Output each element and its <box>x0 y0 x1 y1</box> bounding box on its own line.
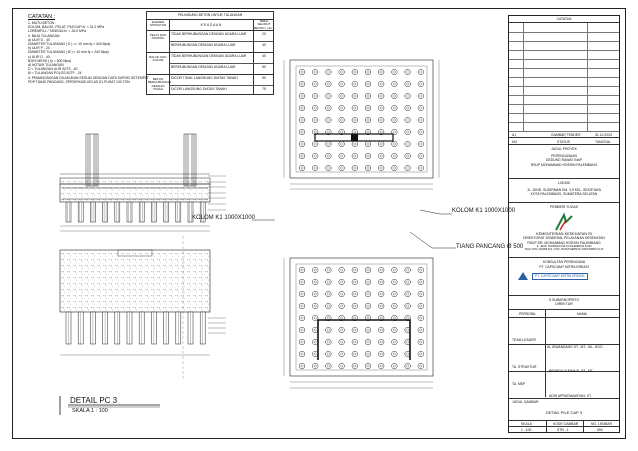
pile-hole <box>312 81 318 87</box>
pile-hole <box>405 153 411 159</box>
notes-line: PDP TIANG PANCANG, SPESIFIKASI KELAS K1 PUSAT 100 TON <box>28 79 130 84</box>
pile-hole <box>405 81 411 87</box>
cover-row-value: 50 <box>262 65 266 69</box>
pile-hole <box>378 117 384 123</box>
pile-hole <box>299 267 305 273</box>
tb-staff-1-role: TEAM LEADER <box>512 338 536 342</box>
tb-staff-2 <box>509 345 619 372</box>
pile-cap-body <box>60 250 210 312</box>
pile-hole <box>352 105 358 111</box>
pile-hole <box>312 165 318 171</box>
pile-hole <box>418 105 424 111</box>
pile-hole <box>378 105 384 111</box>
cover-h-element: ELEMEN STRUKTUR <box>149 20 167 28</box>
cover-row-value: 20 <box>262 32 266 36</box>
pile-hole <box>352 351 358 357</box>
cover-row-value: 75 <box>262 87 266 91</box>
notes-line: 2. BAJA TULANGAN <box>28 33 60 38</box>
pile-hole <box>352 327 358 333</box>
tb-staff-header <box>509 310 619 318</box>
tb-consultant-name: PT. CAPSCAMY MITRA KREASI <box>539 265 589 270</box>
cover-row-condition: TIDAK BERHUBUNGAN DENGAN UDARA LUAR <box>171 54 247 58</box>
tb-drawing-title <box>509 399 619 421</box>
tb-consultant <box>509 258 619 296</box>
pile-hole <box>339 339 345 345</box>
pile-hole <box>312 291 318 297</box>
pile-hole <box>392 165 398 171</box>
tb-location-line-1: JL. JEND. SUDIRMAN KM. 3,5 KEL. SEKIPJAYA <box>526 188 602 193</box>
pile-hole <box>392 105 398 111</box>
pile-hole <box>405 141 411 147</box>
pile-hole <box>418 153 424 159</box>
pile-hole <box>392 69 398 75</box>
pile-hole <box>326 105 332 111</box>
pile <box>151 202 156 222</box>
tb-rev-header <box>509 138 619 145</box>
pile-hole <box>418 81 424 87</box>
pile-hole <box>405 117 411 123</box>
pile-hole <box>299 327 305 333</box>
pile-hole <box>339 117 345 123</box>
pile-hole <box>365 141 371 147</box>
tb-rev-h-no: NO <box>512 139 518 144</box>
pile-hole <box>392 327 398 333</box>
pile <box>127 202 132 222</box>
pile-hole <box>352 141 358 147</box>
pile-hole <box>339 327 345 333</box>
notes-line: D = TULANGAN ULIR BJTS - 40 <box>28 67 78 72</box>
pile-hole <box>418 69 424 75</box>
notes-heading: CATATAN : <box>28 14 56 20</box>
pile-hole <box>418 327 424 333</box>
pile-hole <box>339 279 345 285</box>
pile-hole <box>405 291 411 297</box>
cover-row-value: 40 <box>262 54 266 58</box>
pile-holes-top <box>299 69 423 171</box>
pile-hole <box>365 279 371 285</box>
pile-hole <box>418 315 424 321</box>
tb-footer-h-scale: SKALA <box>521 422 532 426</box>
pile-hole <box>312 69 318 75</box>
pile-hole <box>365 351 371 357</box>
tb-footer-scale: 1 : 100 <box>521 428 532 432</box>
pile-hole <box>418 351 424 357</box>
tb-owner-line-3: RSUP DR. MOHAMMAD HOESIN PALEMBANG <box>527 240 601 245</box>
pile <box>66 202 71 222</box>
pile-hole <box>299 279 305 285</box>
pile-hole <box>339 267 345 273</box>
pile-hole <box>352 69 358 75</box>
pile <box>90 202 95 222</box>
tb-rev-row <box>509 131 619 138</box>
pile <box>78 202 83 222</box>
pile-hole <box>378 93 384 99</box>
pile-hole <box>418 291 424 297</box>
pile-hole <box>326 303 332 309</box>
tb-staff-3-name: ADHI APRATAMASYAH, ST <box>549 394 592 398</box>
pile-hole <box>312 153 318 159</box>
pile-hole <box>339 93 345 99</box>
pile-hole <box>392 363 398 369</box>
pile-hole <box>365 267 371 273</box>
notes-line: BJKS MESH ( fy = 500 Mpa) <box>28 58 72 63</box>
pile <box>115 202 120 222</box>
tb-owner-line-5: TELP. (0711) 354088 FAX. (0711) 351318 WEBSITE: WWW.RSMH.CO.ID <box>524 247 604 251</box>
tb-rev-h-date: TANGGAL <box>595 139 611 144</box>
pile-group-top <box>66 202 205 222</box>
pile-hole <box>352 165 358 171</box>
cover-row-element: PELAT DAN DINDING <box>149 33 167 41</box>
pile-hole <box>326 327 332 333</box>
pile-hole <box>352 93 358 99</box>
tb-staff-2-role: TA. STRUKTUR <box>512 365 537 369</box>
pile <box>139 202 144 222</box>
pile-hole <box>392 279 398 285</box>
tb-owner-label: PEMBERI TUGAS <box>550 205 578 209</box>
pile-hole <box>418 279 424 285</box>
pile-hole <box>326 141 332 147</box>
cover-h-thickness: TEBAL SELIMUT BETON ( mm ) <box>254 19 274 30</box>
pile-hole <box>418 129 424 135</box>
pile-hole <box>352 303 358 309</box>
pile-hole <box>418 117 424 123</box>
pile-hole <box>392 267 398 273</box>
tb-rev-status: GAMBAR TENDER <box>551 132 581 137</box>
tb-location-label: LOKASI <box>557 181 571 185</box>
pile <box>164 202 169 222</box>
pile-hole <box>312 279 318 285</box>
tb-staff-3 <box>509 372 619 399</box>
pile <box>176 202 181 222</box>
pile-hole <box>378 351 384 357</box>
pile-hole <box>392 117 398 123</box>
pile-hole <box>312 267 318 273</box>
notes-line: c) ULIR D - 40 <box>28 54 50 59</box>
pile-hole <box>326 363 332 369</box>
notes-line: 3. PEMANCANGAN DILAKUKAN SESUAI DENGAN DATA SURVEI SETEMPAT <box>28 75 149 80</box>
pile-hole <box>352 339 358 345</box>
tb-footer-values <box>509 427 619 433</box>
pile-hole <box>326 93 332 99</box>
pile-hole <box>299 69 305 75</box>
tb-location <box>509 179 619 203</box>
consultant-logo-icon <box>517 271 529 281</box>
pile-hole <box>405 129 411 135</box>
tb-rev-date: 31.12.2023 <box>595 132 612 137</box>
detail-title: DETAIL PC 3 <box>70 396 118 405</box>
tb-catatan: CATATAN <box>509 16 619 23</box>
pile-hole <box>392 81 398 87</box>
tb-drawing-title-text: DETAIL PILE CAP 3 <box>546 410 582 416</box>
pile-hole <box>312 327 318 333</box>
tb-project-line-1: PERENCANAAN <box>551 154 577 159</box>
tb-footer-code: STR - 1 <box>557 428 569 432</box>
pile-hole <box>418 165 424 171</box>
pile-hole <box>339 141 345 147</box>
pile-hole <box>365 339 371 345</box>
label-tiang-pancang: TIANG PANCANG Ø 500 <box>456 244 524 250</box>
pile-hole <box>299 303 305 309</box>
pile-hole <box>405 165 411 171</box>
pile-hole <box>299 315 305 321</box>
pile-hole <box>312 339 318 345</box>
cover-row-condition: BERHUBUNGAN DENGAN UDARA LUAR <box>171 43 236 47</box>
tb-rev-no: A1 <box>512 132 517 137</box>
tb-project-line-3: RSUP MOHAMMAD HOESIN PALEMBANG <box>530 162 598 167</box>
owner-logo-icon <box>552 212 576 232</box>
tb-director-name: S.SUBARNOPRITO <box>548 298 580 302</box>
pile-hole <box>339 69 345 75</box>
pile-hole <box>378 153 384 159</box>
pile-hole <box>405 363 411 369</box>
cover-row-condition: BERHUBUNGAN DENGAN UDARA LUAR <box>171 65 236 69</box>
pile <box>103 202 108 222</box>
pile-hole <box>339 153 345 159</box>
pile-hole <box>299 105 305 111</box>
pile-hole <box>365 291 371 297</box>
tb-owner-line-2: DIREKTORAT JENDERAL PELAYANAN KESEHATAN <box>523 236 605 241</box>
pile-hole <box>392 339 398 345</box>
pile-hole <box>299 117 305 123</box>
notes-line: DIAMETER TULANGAN ( Ø ) < 10 mm fy = 240 Mpa) <box>28 50 109 55</box>
cover-h-condition: K E A D A A N <box>200 23 222 27</box>
notes-line: b) ULIR P - 24 <box>28 46 50 51</box>
tb-project-line-2: GEDUNG RAWAT INAP <box>545 158 583 163</box>
cover-row-element: BALOK DAN KOLOM <box>149 55 167 63</box>
notes-line: KOLOM, BALOK, PELAT, PILECAP fc' = 31,2 MPa <box>28 25 105 30</box>
pile-hole <box>418 303 424 309</box>
pile-hole <box>339 105 345 111</box>
pile-hole <box>392 351 398 357</box>
tb-owner-line-1: KEMENTERIAN KESEHATAN RI <box>536 232 592 237</box>
pile-hole <box>312 363 318 369</box>
pile-hole <box>365 105 371 111</box>
pile-hole <box>365 363 371 369</box>
pile-hole <box>312 105 318 111</box>
pile-hole <box>326 339 332 345</box>
cover-row-condition: DICOR LANGSUNG DIATAS TANAH <box>171 87 227 91</box>
pile-hole <box>378 339 384 345</box>
cover-table-title: PELINDUNG BETON UNTUK TULANGAN <box>177 13 243 17</box>
tb-director-title: DIREKTUR <box>555 302 573 307</box>
pile-hole <box>378 165 384 171</box>
tb-footer-h-sheet: NO. LEMBAR <box>591 422 612 426</box>
pile-hole <box>365 69 371 75</box>
pile-hole <box>418 93 424 99</box>
notes-line: 1. MUTU BETON : <box>28 21 57 25</box>
pile-hole <box>299 363 305 369</box>
pile-hole <box>378 69 384 75</box>
pile-hole <box>326 117 332 123</box>
pile-hole <box>352 363 358 369</box>
pile-hole <box>418 267 424 273</box>
pile-hole <box>299 339 305 345</box>
pile-hole <box>352 81 358 87</box>
pile-hole <box>326 291 332 297</box>
pile-hole <box>339 351 345 357</box>
pile-hole <box>405 303 411 309</box>
pile-hole <box>312 117 318 123</box>
pile-hole <box>312 303 318 309</box>
tb-consultant-label: KONSULTAN PERENCANA <box>542 260 586 264</box>
pile-hole <box>312 141 318 147</box>
pile-hole <box>405 267 411 273</box>
pile-hole <box>326 267 332 273</box>
consultant-logo <box>517 271 619 281</box>
tb-footer-sheet: 094 <box>597 428 603 432</box>
tb-staff-2-name: BRANDA YUDHA P., ST., MT <box>549 369 593 373</box>
pile-hole <box>326 279 332 285</box>
notes-line: a) ULIR D - 40 <box>28 37 50 42</box>
pile-hole <box>378 81 384 87</box>
pile-hole <box>405 69 411 75</box>
title-block <box>508 15 620 433</box>
annotation-leaders-top <box>208 176 226 210</box>
plan-view-bottom <box>284 258 433 388</box>
notes-line: Ø = TULANGAN POLOS BJTP - 24 <box>28 71 82 76</box>
slab-section <box>60 178 210 184</box>
plan-view-top <box>284 60 439 189</box>
pile-hole <box>312 315 318 321</box>
tb-staff-h-role: PERSONIL <box>519 312 537 316</box>
pile-hole <box>378 267 384 273</box>
pile-hole <box>365 153 371 159</box>
tb-staff-3-role: TA. MEP <box>512 382 526 386</box>
pile-hole <box>365 117 371 123</box>
pile-hole <box>392 291 398 297</box>
notes-line: DIAMETER TULANGAN ( D ) >= 10 mm fy = 420 Mpa) <box>28 42 111 47</box>
pile-hole <box>339 303 345 309</box>
pile-hole <box>352 291 358 297</box>
label-kolom-right: KOLOM K1 1000X1000 <box>452 208 516 214</box>
tb-staff-1-name: AL IDWANSANG ST., MT., IAI., HGO <box>547 345 603 349</box>
pile-hole <box>326 351 332 357</box>
pile-hole <box>299 81 305 87</box>
pile-hole <box>339 81 345 87</box>
pile-hole <box>378 279 384 285</box>
tb-staff-h-name: NAMA <box>577 312 587 316</box>
label-leaders <box>252 210 456 248</box>
tb-director <box>509 296 619 310</box>
pile-hole <box>312 93 318 99</box>
pile-hole <box>378 363 384 369</box>
cover-row-value: 40 <box>262 43 266 47</box>
pile-hole <box>418 363 424 369</box>
pile-hole <box>352 153 358 159</box>
pile-hole <box>326 69 332 75</box>
pile-hole <box>418 339 424 345</box>
pile-hole <box>378 327 384 333</box>
pile-hole <box>299 165 305 171</box>
cover-row-condition: TIDAK BERHUBUNGAN DENGAN UDARA LUAR <box>171 32 247 36</box>
pile-hole <box>326 165 332 171</box>
cover-row-element: BETON BERHUBUNGAN DENGAN TANAH <box>148 77 172 92</box>
pile-hole <box>352 117 358 123</box>
tb-staff-1 <box>509 318 619 349</box>
pile-hole <box>299 153 305 159</box>
pile-group-bottom <box>66 312 205 344</box>
cover-row-condition: DICOR TIDAK LANGSUNG DIATAS TANAH <box>171 76 238 80</box>
pile-hole <box>312 351 318 357</box>
tb-owner-line-4: JL. JEND. SUDIRMAN KM.3,5 PALEMBANG 30126 <box>536 244 592 248</box>
pile-hole <box>339 291 345 297</box>
pile-cap-section <box>60 184 210 202</box>
pile-hole <box>326 81 332 87</box>
pile-hole <box>299 351 305 357</box>
notes-line: LOREMFILL / TANGGA fc' = 26,0 MPa <box>28 29 86 34</box>
tb-revision-grid <box>509 23 619 131</box>
pile-hole <box>299 93 305 99</box>
pile-hole <box>392 93 398 99</box>
pile-hole <box>418 141 424 147</box>
pile-hole <box>352 267 358 273</box>
pile-hole <box>365 93 371 99</box>
pile-hole <box>365 327 371 333</box>
label-kolom-left: KOLOM K1 1000X1000 <box>192 215 256 221</box>
tb-owner <box>509 203 619 258</box>
tb-project <box>509 145 619 179</box>
pile-hole <box>378 303 384 309</box>
cover-row-value: 50 <box>262 76 266 80</box>
pile-hole <box>299 129 305 135</box>
pile-hole <box>405 93 411 99</box>
pile-hole <box>365 81 371 87</box>
pile-hole <box>392 303 398 309</box>
pile-hole <box>392 153 398 159</box>
tb-location-line-2: KOTA PALEMBANG, SUMATERA SELATAN <box>530 192 598 197</box>
pile-hole <box>299 291 305 297</box>
tb-project-label: JUDUL PROYEK <box>551 147 577 151</box>
pile-hole <box>392 141 398 147</box>
detail-scale: SKALA 1 : 100 <box>72 408 108 414</box>
pile-hole <box>365 303 371 309</box>
pile-hole <box>378 291 384 297</box>
pile-hole <box>405 279 411 285</box>
pile-hole <box>339 363 345 369</box>
pile-hole <box>365 165 371 171</box>
pile-hole <box>299 141 305 147</box>
pile-hole <box>378 141 384 147</box>
pile-hole <box>352 279 358 285</box>
elevation-section-bottom <box>60 236 226 380</box>
annotation-leaders-bottom <box>208 318 226 333</box>
pile-hole <box>339 165 345 171</box>
pile-hole <box>405 105 411 111</box>
consultant-logo-text: PT. CAPSCAMY MITRA KREASI <box>532 273 588 280</box>
notes-line: d) NOTASI TULANGAN <box>28 63 64 68</box>
tb-rev-h-status: STATUS <box>557 139 570 144</box>
tb-drawing-label: JUDUL GAMBAR <box>512 400 539 404</box>
pile-hole <box>326 153 332 159</box>
tb-footer-h-code: KODE GAMBAR <box>553 422 579 426</box>
